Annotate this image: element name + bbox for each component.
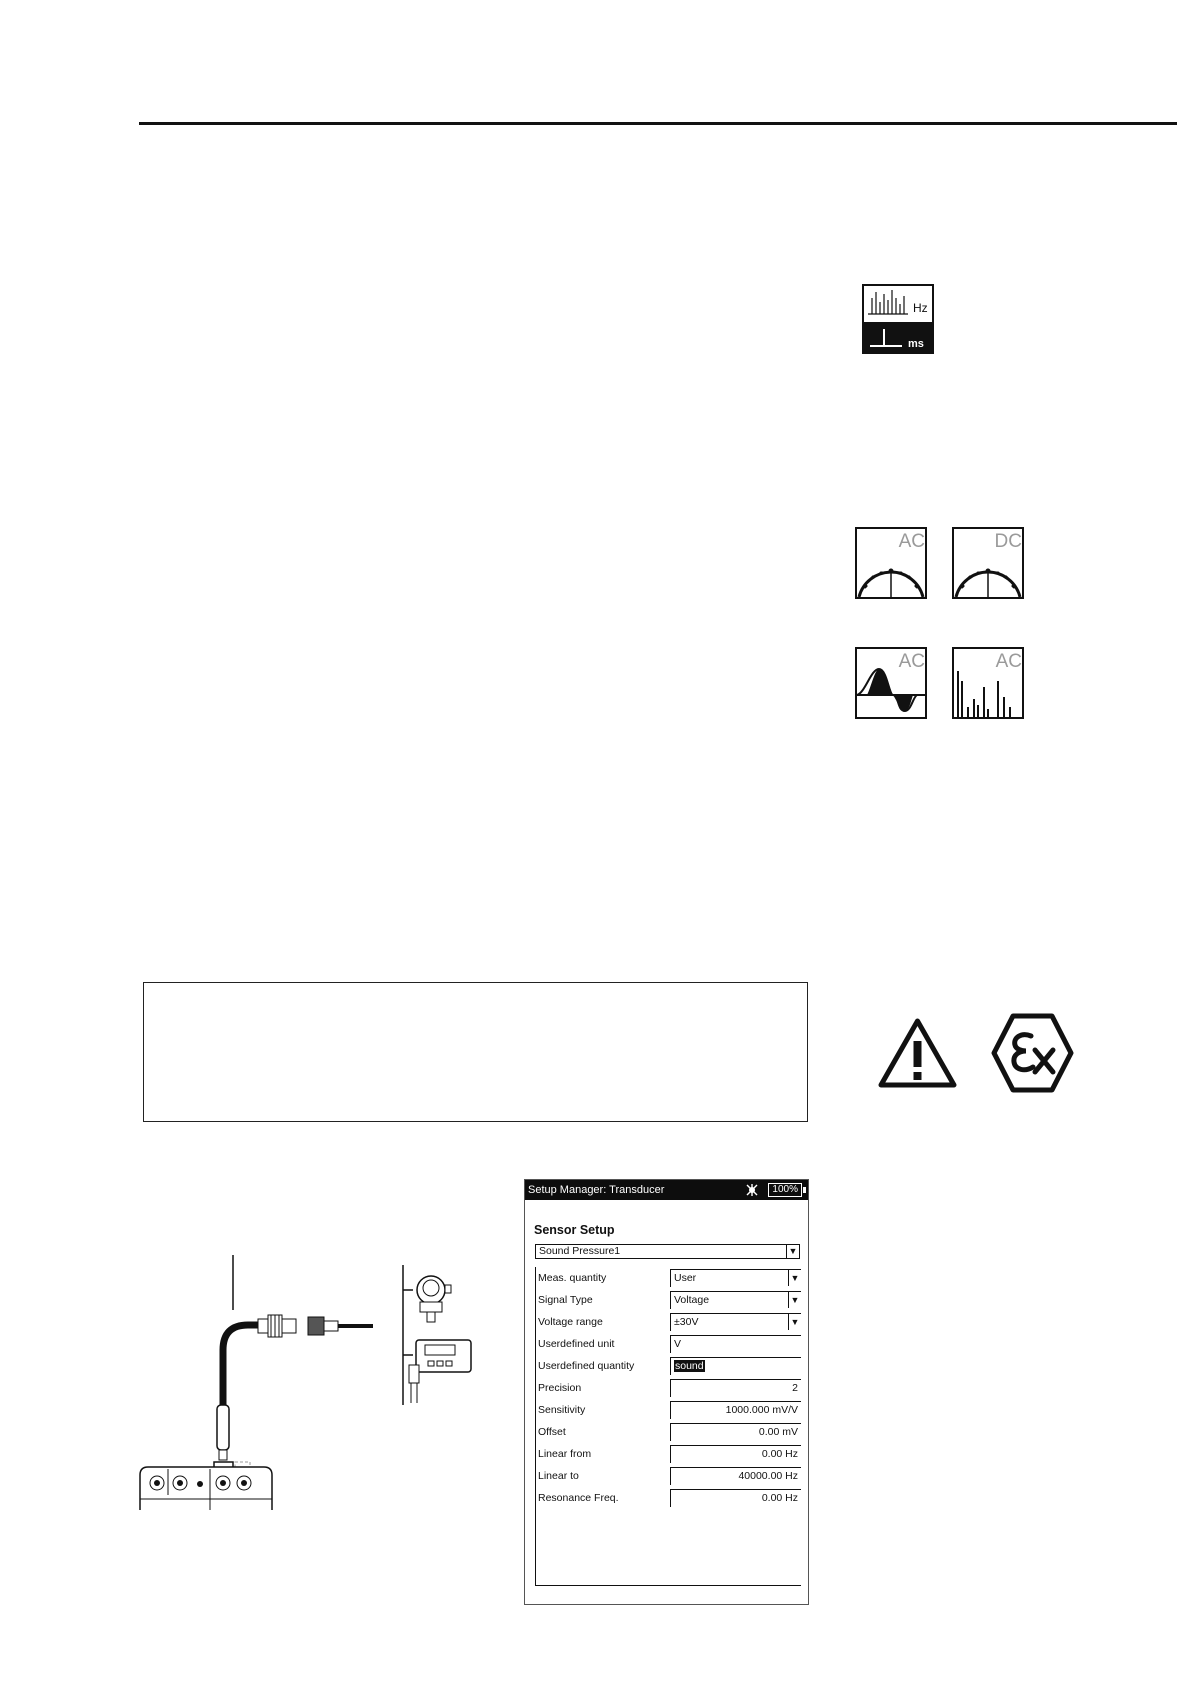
- measurement-device: [140, 1467, 272, 1510]
- spectrum-time-icon: [862, 284, 934, 354]
- field-value: 1000.000 mV/V: [725, 1404, 798, 1416]
- sensor-select-value: Sound Pressure1: [539, 1245, 621, 1257]
- screen-title: Setup Manager: Transducer: [528, 1184, 665, 1196]
- battery-nub: [803, 1187, 806, 1193]
- device-screen: [524, 1179, 809, 1605]
- form-row: [536, 1333, 801, 1355]
- field-value: 2: [792, 1382, 798, 1394]
- notice-box: [143, 982, 808, 1122]
- display-transmitter: [409, 1340, 471, 1403]
- sensor-select[interactable]: [535, 1244, 800, 1259]
- field-value: 0.00 Hz: [761, 1448, 798, 1460]
- dc-meter-icon: [952, 527, 1024, 599]
- field-input[interactable]: [670, 1335, 801, 1353]
- field-label: Meas. quantity: [538, 1272, 607, 1284]
- field-label: Userdefined quantity: [538, 1360, 635, 1372]
- warning-triangle-icon: [877, 1017, 958, 1089]
- form-row: [536, 1355, 801, 1377]
- field-input[interactable]: [670, 1467, 801, 1485]
- ac-waveform-icon: [855, 647, 927, 719]
- chevron-down-icon[interactable]: ▼: [788, 1292, 801, 1308]
- header-rule: [139, 122, 1177, 125]
- ac-spectrum-icon: [952, 647, 1024, 719]
- field-label: Linear to: [538, 1470, 579, 1482]
- ac-waveform-label: AC: [898, 651, 925, 672]
- field-value: 0.00 Hz: [761, 1492, 798, 1504]
- form-row: [536, 1399, 801, 1421]
- form-row: [536, 1289, 801, 1311]
- ac-spectrum-label: AC: [995, 651, 1022, 672]
- field-value: 0.00 mV: [758, 1426, 798, 1438]
- field-label: Linear from: [538, 1448, 592, 1460]
- field-select[interactable]: [670, 1269, 801, 1287]
- field-label: Signal Type: [538, 1294, 593, 1306]
- hz-label: Hz: [913, 301, 928, 315]
- field-label: Userdefined unit: [538, 1338, 615, 1350]
- sensor-form: [535, 1267, 801, 1586]
- form-row: [536, 1487, 801, 1509]
- field-input[interactable]: [670, 1423, 801, 1441]
- sensor-status-icon: [746, 1184, 758, 1196]
- field-label: Offset: [538, 1426, 566, 1438]
- ms-label: ms: [908, 338, 924, 350]
- field-value: sound: [675, 1360, 704, 1372]
- cable-plug: [217, 1405, 229, 1450]
- sensor-setup-heading: Sensor Setup: [534, 1223, 615, 1237]
- chevron-down-icon[interactable]: ▼: [786, 1245, 799, 1258]
- field-value: ±30V: [674, 1316, 699, 1328]
- ac-meter-icon: [855, 527, 927, 599]
- form-row: [536, 1267, 801, 1289]
- pressure-sensor: [417, 1276, 451, 1322]
- field-value: Voltage: [674, 1294, 710, 1306]
- chevron-down-icon[interactable]: ▼: [788, 1314, 801, 1330]
- field-input[interactable]: [670, 1489, 801, 1507]
- form-row: [536, 1311, 801, 1333]
- field-input[interactable]: [670, 1379, 801, 1397]
- connection-diagram: [138, 1255, 498, 1510]
- battery-indicator: 100%: [768, 1183, 802, 1197]
- field-input[interactable]: [670, 1445, 801, 1463]
- bnc-connector: [308, 1317, 324, 1335]
- form-row: [536, 1421, 801, 1443]
- dc-meter-label: DC: [994, 531, 1022, 552]
- screen-titlebar: [525, 1180, 808, 1200]
- form-row: [536, 1443, 801, 1465]
- form-row: [536, 1377, 801, 1399]
- chevron-down-icon[interactable]: ▼: [788, 1270, 801, 1286]
- field-input[interactable]: [670, 1357, 801, 1375]
- field-label: Voltage range: [538, 1316, 603, 1328]
- field-label: Resonance Freq.: [538, 1492, 619, 1504]
- form-row: [536, 1465, 801, 1487]
- field-value: User: [674, 1272, 697, 1284]
- field-select[interactable]: [670, 1291, 801, 1309]
- field-value: V: [674, 1338, 682, 1350]
- field-input[interactable]: [670, 1401, 801, 1419]
- field-label: Precision: [538, 1382, 582, 1394]
- field-label: Sensitivity: [538, 1404, 586, 1416]
- field-value: 40000.00 Hz: [738, 1470, 798, 1482]
- ac-meter-label: AC: [898, 531, 925, 552]
- field-select[interactable]: [670, 1313, 801, 1331]
- ex-icon: [991, 1012, 1074, 1094]
